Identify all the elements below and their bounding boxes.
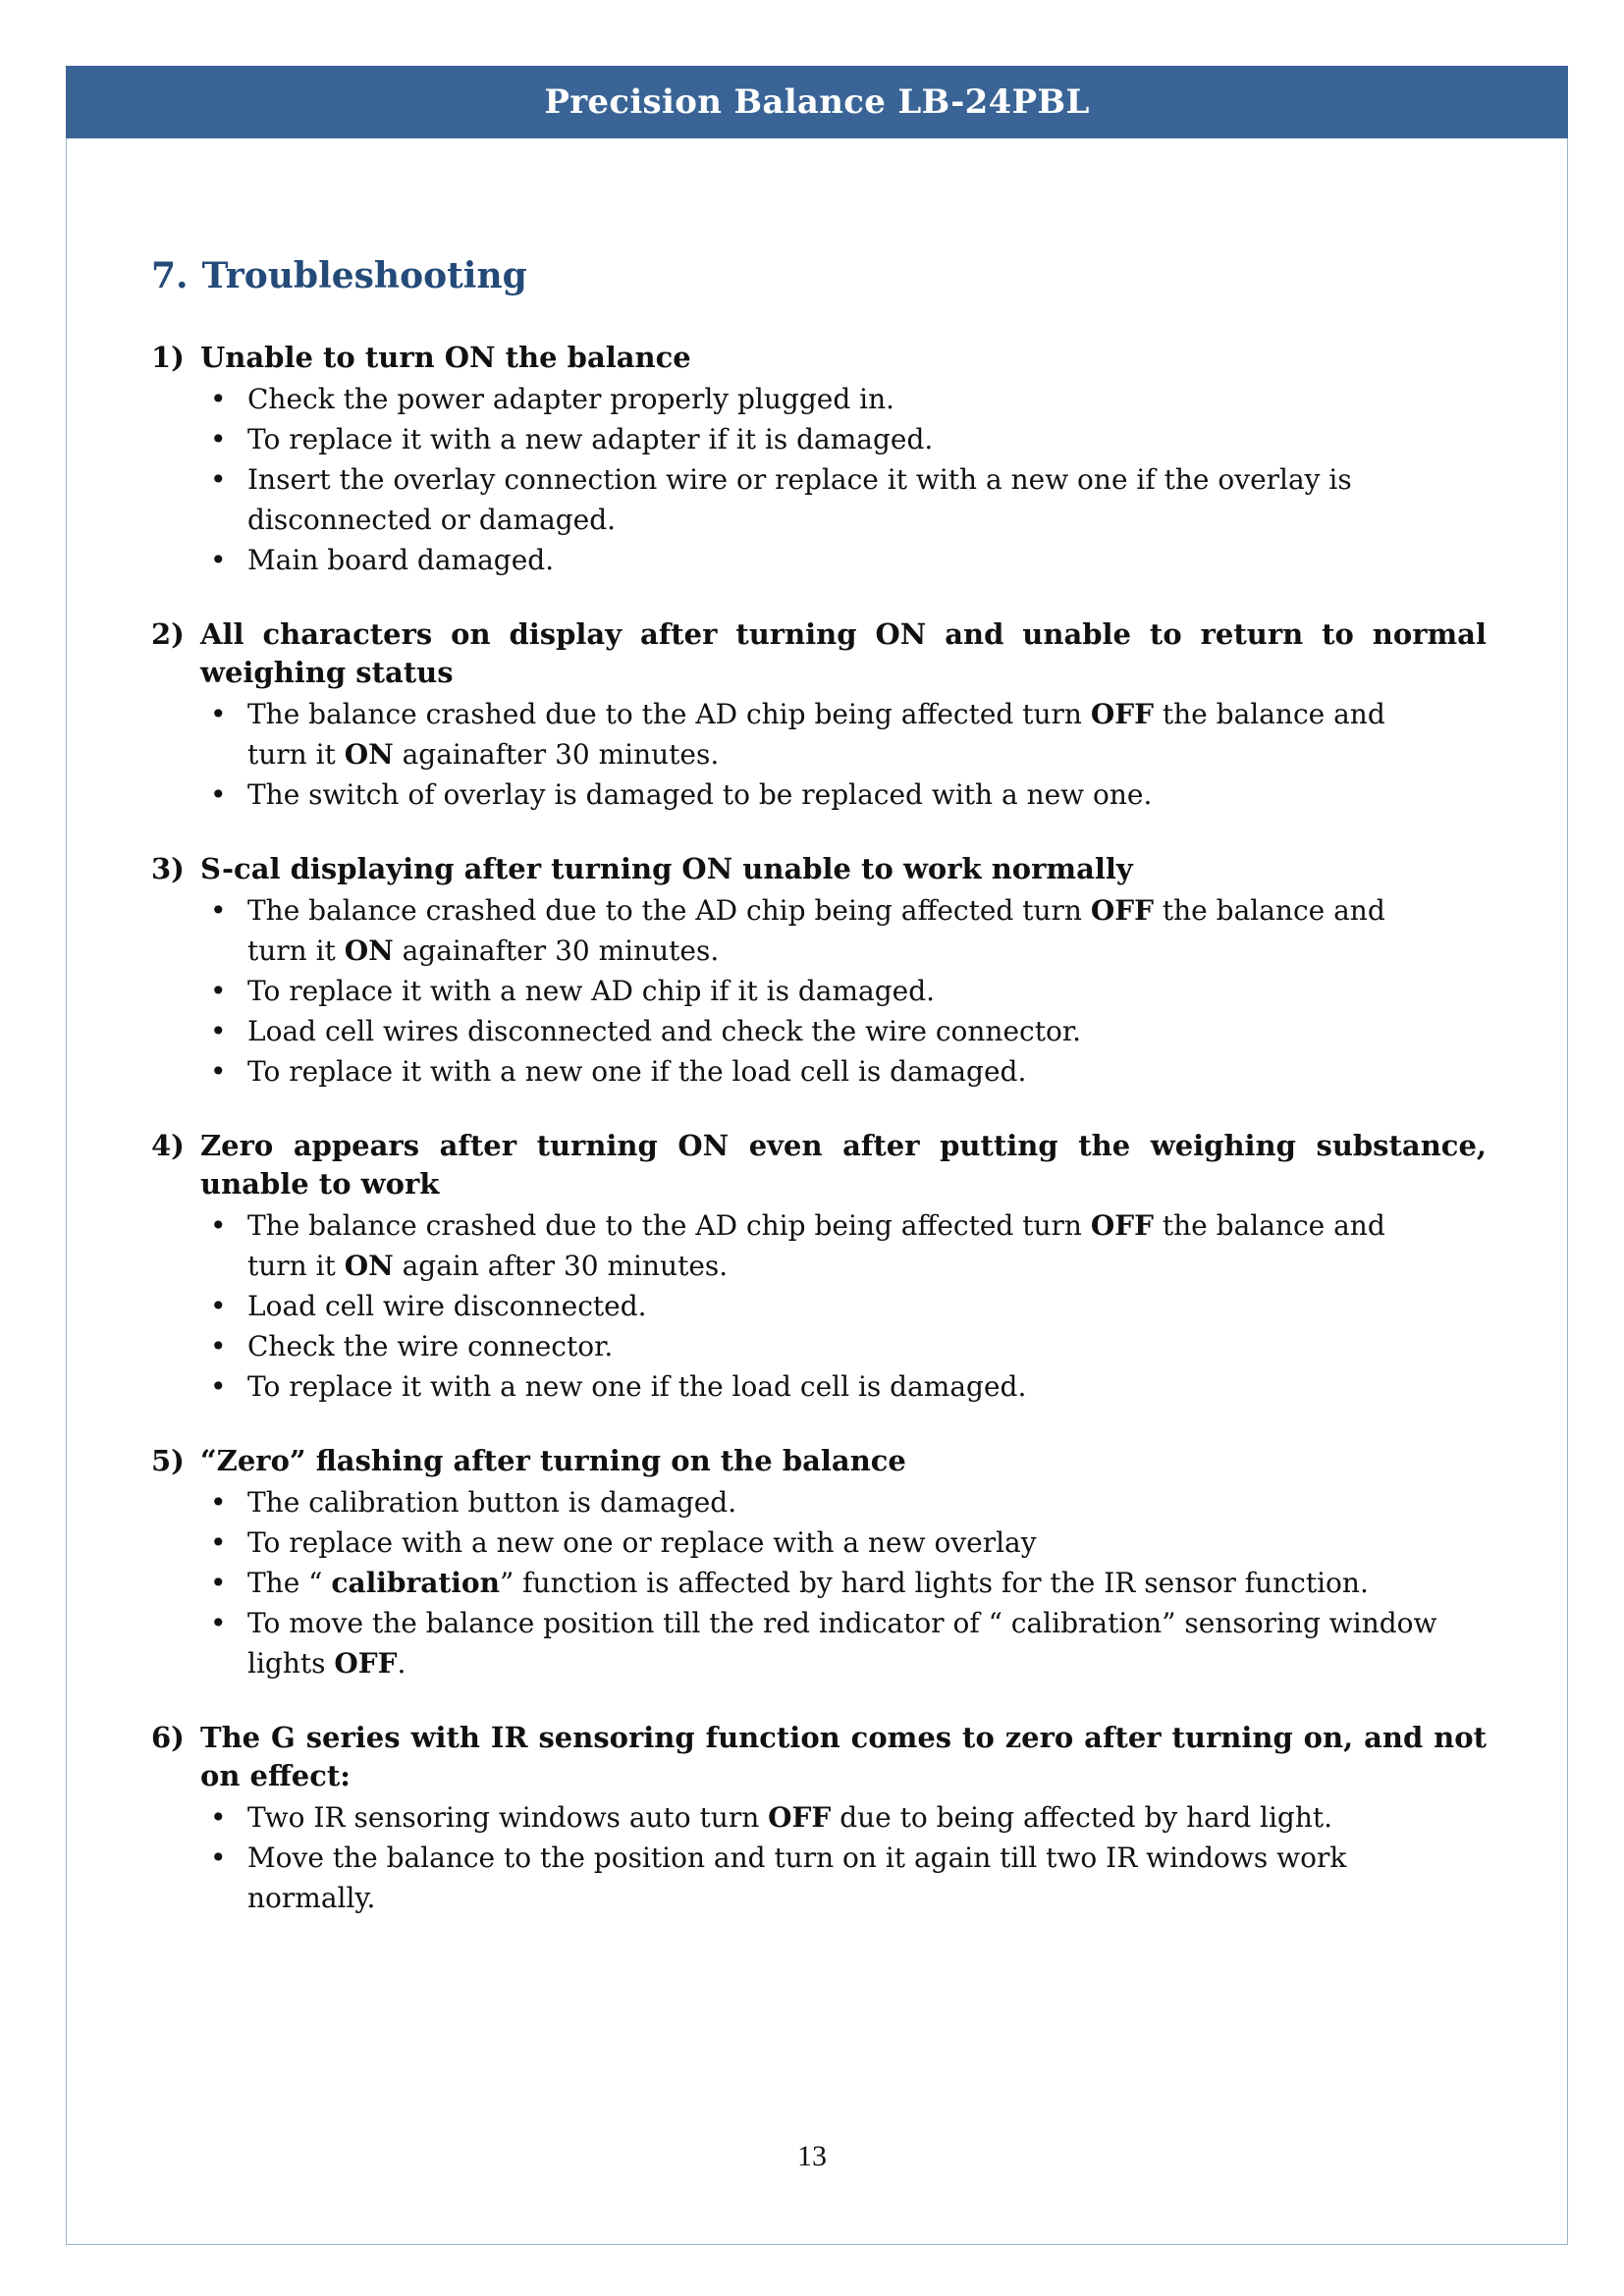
- list-item: • The switch of overlay is damaged to be replaced with a new one.: [151, 774, 1487, 815]
- list-item: • Two IR sensoring windows auto turn OFF due to being affected by hard light.: [151, 1797, 1487, 1838]
- issue-title: [151, 1442, 1487, 1480]
- issue-title-text: “Zero” flashing after turning on the balance: [200, 1444, 906, 1477]
- bullet-list: [151, 1205, 1487, 1407]
- issue-number: 6): [151, 1721, 185, 1754]
- list-item: • To replace it with a new one if the load cell is damaged.: [151, 1051, 1487, 1092]
- issue-number: 4): [151, 1129, 185, 1162]
- section-title: Troubleshooting: [201, 255, 527, 296]
- issue-title-text: All characters on display after turning ON and unable to return to normal weighing status: [200, 617, 1487, 689]
- issue-6: [151, 1719, 1487, 1918]
- list-item: • To replace it with a new adapter if it is damaged.: [151, 419, 1487, 459]
- issue-title-text: The G series with IR sensoring function comes to zero after turning on, and not on effect:: [200, 1721, 1487, 1792]
- list-item: • To replace it with a new one if the load cell is damaged.: [151, 1366, 1487, 1407]
- issue-title: [151, 1127, 1487, 1203]
- issue-number: 5): [151, 1444, 185, 1477]
- issue-title: [151, 1719, 1487, 1795]
- issue-5: [151, 1442, 1487, 1683]
- issue-title: [151, 339, 1487, 377]
- issue-3: [151, 850, 1487, 1092]
- list-item: • Load cell wires disconnected and check the wire connector.: [151, 1011, 1487, 1051]
- issue-number: 2): [151, 617, 185, 651]
- bullet-list: [151, 379, 1487, 580]
- list-item: • Check the wire connector.: [151, 1326, 1487, 1366]
- list-item: • Load cell wire disconnected.: [151, 1286, 1487, 1326]
- list-item: • To move the balance position till the red indicator of “ calibration” sensoring window lights OFF.: [151, 1603, 1487, 1683]
- issue-title-text: Zero appears after turning ON even after putting the weighing substance, unable to work: [200, 1129, 1487, 1201]
- list-item: • The balance crashed due to the AD chip being affected turn OFF the balance and turn it ON again after 30 minutes.: [151, 1205, 1487, 1286]
- issue-1: [151, 339, 1487, 580]
- list-item: • The balance crashed due to the AD chip being affected turn OFF the balance and turn it ON againafter 30 minutes.: [151, 694, 1487, 774]
- section-number: 7.: [151, 255, 189, 296]
- list-item: • To replace with a new one or replace with a new overlay: [151, 1522, 1487, 1563]
- issue-title-text: S-cal displaying after turning ON unable to work normally: [200, 852, 1133, 885]
- list-item: • Insert the overlay connection wire or replace it with a new one if the overlay is disconnected or damaged.: [151, 459, 1487, 540]
- bullet-list: [151, 890, 1487, 1092]
- troubleshooting-list: [151, 339, 1487, 1953]
- bullet-list: [151, 1482, 1487, 1683]
- list-item: • Check the power adapter properly plugged in.: [151, 379, 1487, 419]
- header-banner: [66, 66, 1568, 138]
- issue-2: [151, 615, 1487, 815]
- list-item: • The “ calibration” function is affected by hard lights for the IR sensor function.: [151, 1563, 1487, 1603]
- section-heading: [151, 255, 527, 296]
- list-item: • To replace it with a new AD chip if it is damaged.: [151, 971, 1487, 1011]
- list-item: • The balance crashed due to the AD chip being affected turn OFF the balance and turn it ON againafter 30 minutes.: [151, 890, 1487, 971]
- issue-number: 1): [151, 341, 185, 374]
- bullet-list: [151, 1797, 1487, 1918]
- issue-4: [151, 1127, 1487, 1407]
- list-item: • Move the balance to the position and turn on it again till two IR windows work normally.: [151, 1838, 1487, 1918]
- issue-title: [151, 615, 1487, 692]
- page-number: 13: [797, 2140, 827, 2172]
- issue-title-text: Unable to turn ON the balance: [200, 341, 691, 374]
- list-item: • The calibration button is damaged.: [151, 1482, 1487, 1522]
- header-title: Precision Balance LB-24PBL: [544, 82, 1090, 122]
- bullet-list: [151, 694, 1487, 815]
- issue-title: [151, 850, 1487, 888]
- list-item: • Main board damaged.: [151, 540, 1487, 580]
- issue-number: 3): [151, 852, 185, 885]
